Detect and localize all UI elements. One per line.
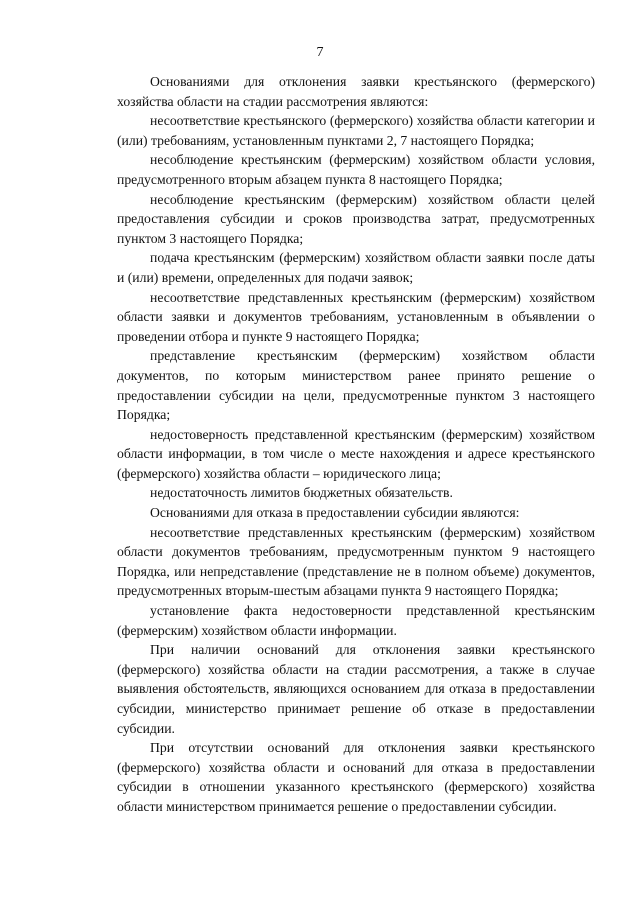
paragraph: установление факта недостоверности представленной крестьянским (фермерским) хозяйством области информации. (117, 603, 595, 638)
paragraph: несоответствие крестьянского (фермерского) хозяйства области категории и (или) требованиям, установленным пунктами 2, 7 настоящего Порядка; (117, 113, 595, 148)
paragraph: При отсутствии оснований для отклонения заявки крестьянского (фермерского) хозяйства области и оснований для отказа в предоставлении субсидии в отношении указанного крестьянского (фермерского) хозяйства области министерством принимается решение о предоставлении субсидии. (117, 740, 595, 814)
paragraph: При наличии оснований для отклонения заявки крестьянского (фермерского) хозяйства области на стадии рассмотрения, а также в случае выявления обстоятельств, являющихся основанием для отказа в предоставлении субсидии, министерство принимает решение об отказе в предоставлении субсидии. (117, 642, 595, 736)
paragraph: Основаниями для отклонения заявки крестьянского (фермерского) хозяйства области на стадии рассмотрения являются: (117, 74, 595, 109)
paragraph: недостаточность лимитов бюджетных обязательств. (150, 485, 453, 501)
paragraph: несоблюдение крестьянским (фермерским) хозяйством области целей предоставления субсидии и сроков производства затрат, предусмотренных пунктом 3 настоящего Порядка; (117, 191, 595, 246)
paragraph: недостоверность представленной крестьянским (фермерским) хозяйством области информации, в том числе о месте нахождения и адресе крестьянского (фермерского) хозяйства области – юридического лица; (117, 426, 595, 481)
paragraph: несоответствие представленных крестьянским (фермерским) хозяйством области документов требованиям, предусмотренным пунктом 9 настоящего Порядка, или непредставление (представление не в полном объеме) документов, предусмотренных вторым-шестым абзацами пункта 9 настоящего Порядка; (117, 524, 595, 599)
paragraph: несоответствие представленных крестьянским (фермерским) хозяйством области заявки и документов требованиям, установленным в объявлении о проведении отбора и пункте 9 настоящего Порядка; (117, 289, 595, 344)
paragraph: представление крестьянским (фермерским) хозяйством области документов, по которым министерством ранее принято решение о предоставлении субсидии на цели, предусмотренные пунктом 3 настоящего Порядка; (117, 348, 595, 423)
page-number: 7 (316, 45, 324, 60)
paragraph: Основаниями для отказа в предоставлении субсидии являются: (150, 505, 520, 521)
document-body (117, 72, 595, 817)
paragraph: подача крестьянским (фермерским) хозяйством области заявки после даты и (или) времени, определенных для подачи заявок; (117, 250, 595, 285)
paragraph: несоблюдение крестьянским (фермерским) хозяйством области условия, предусмотренного вторым абзацем пункта 8 настоящего Порядка; (117, 152, 595, 187)
